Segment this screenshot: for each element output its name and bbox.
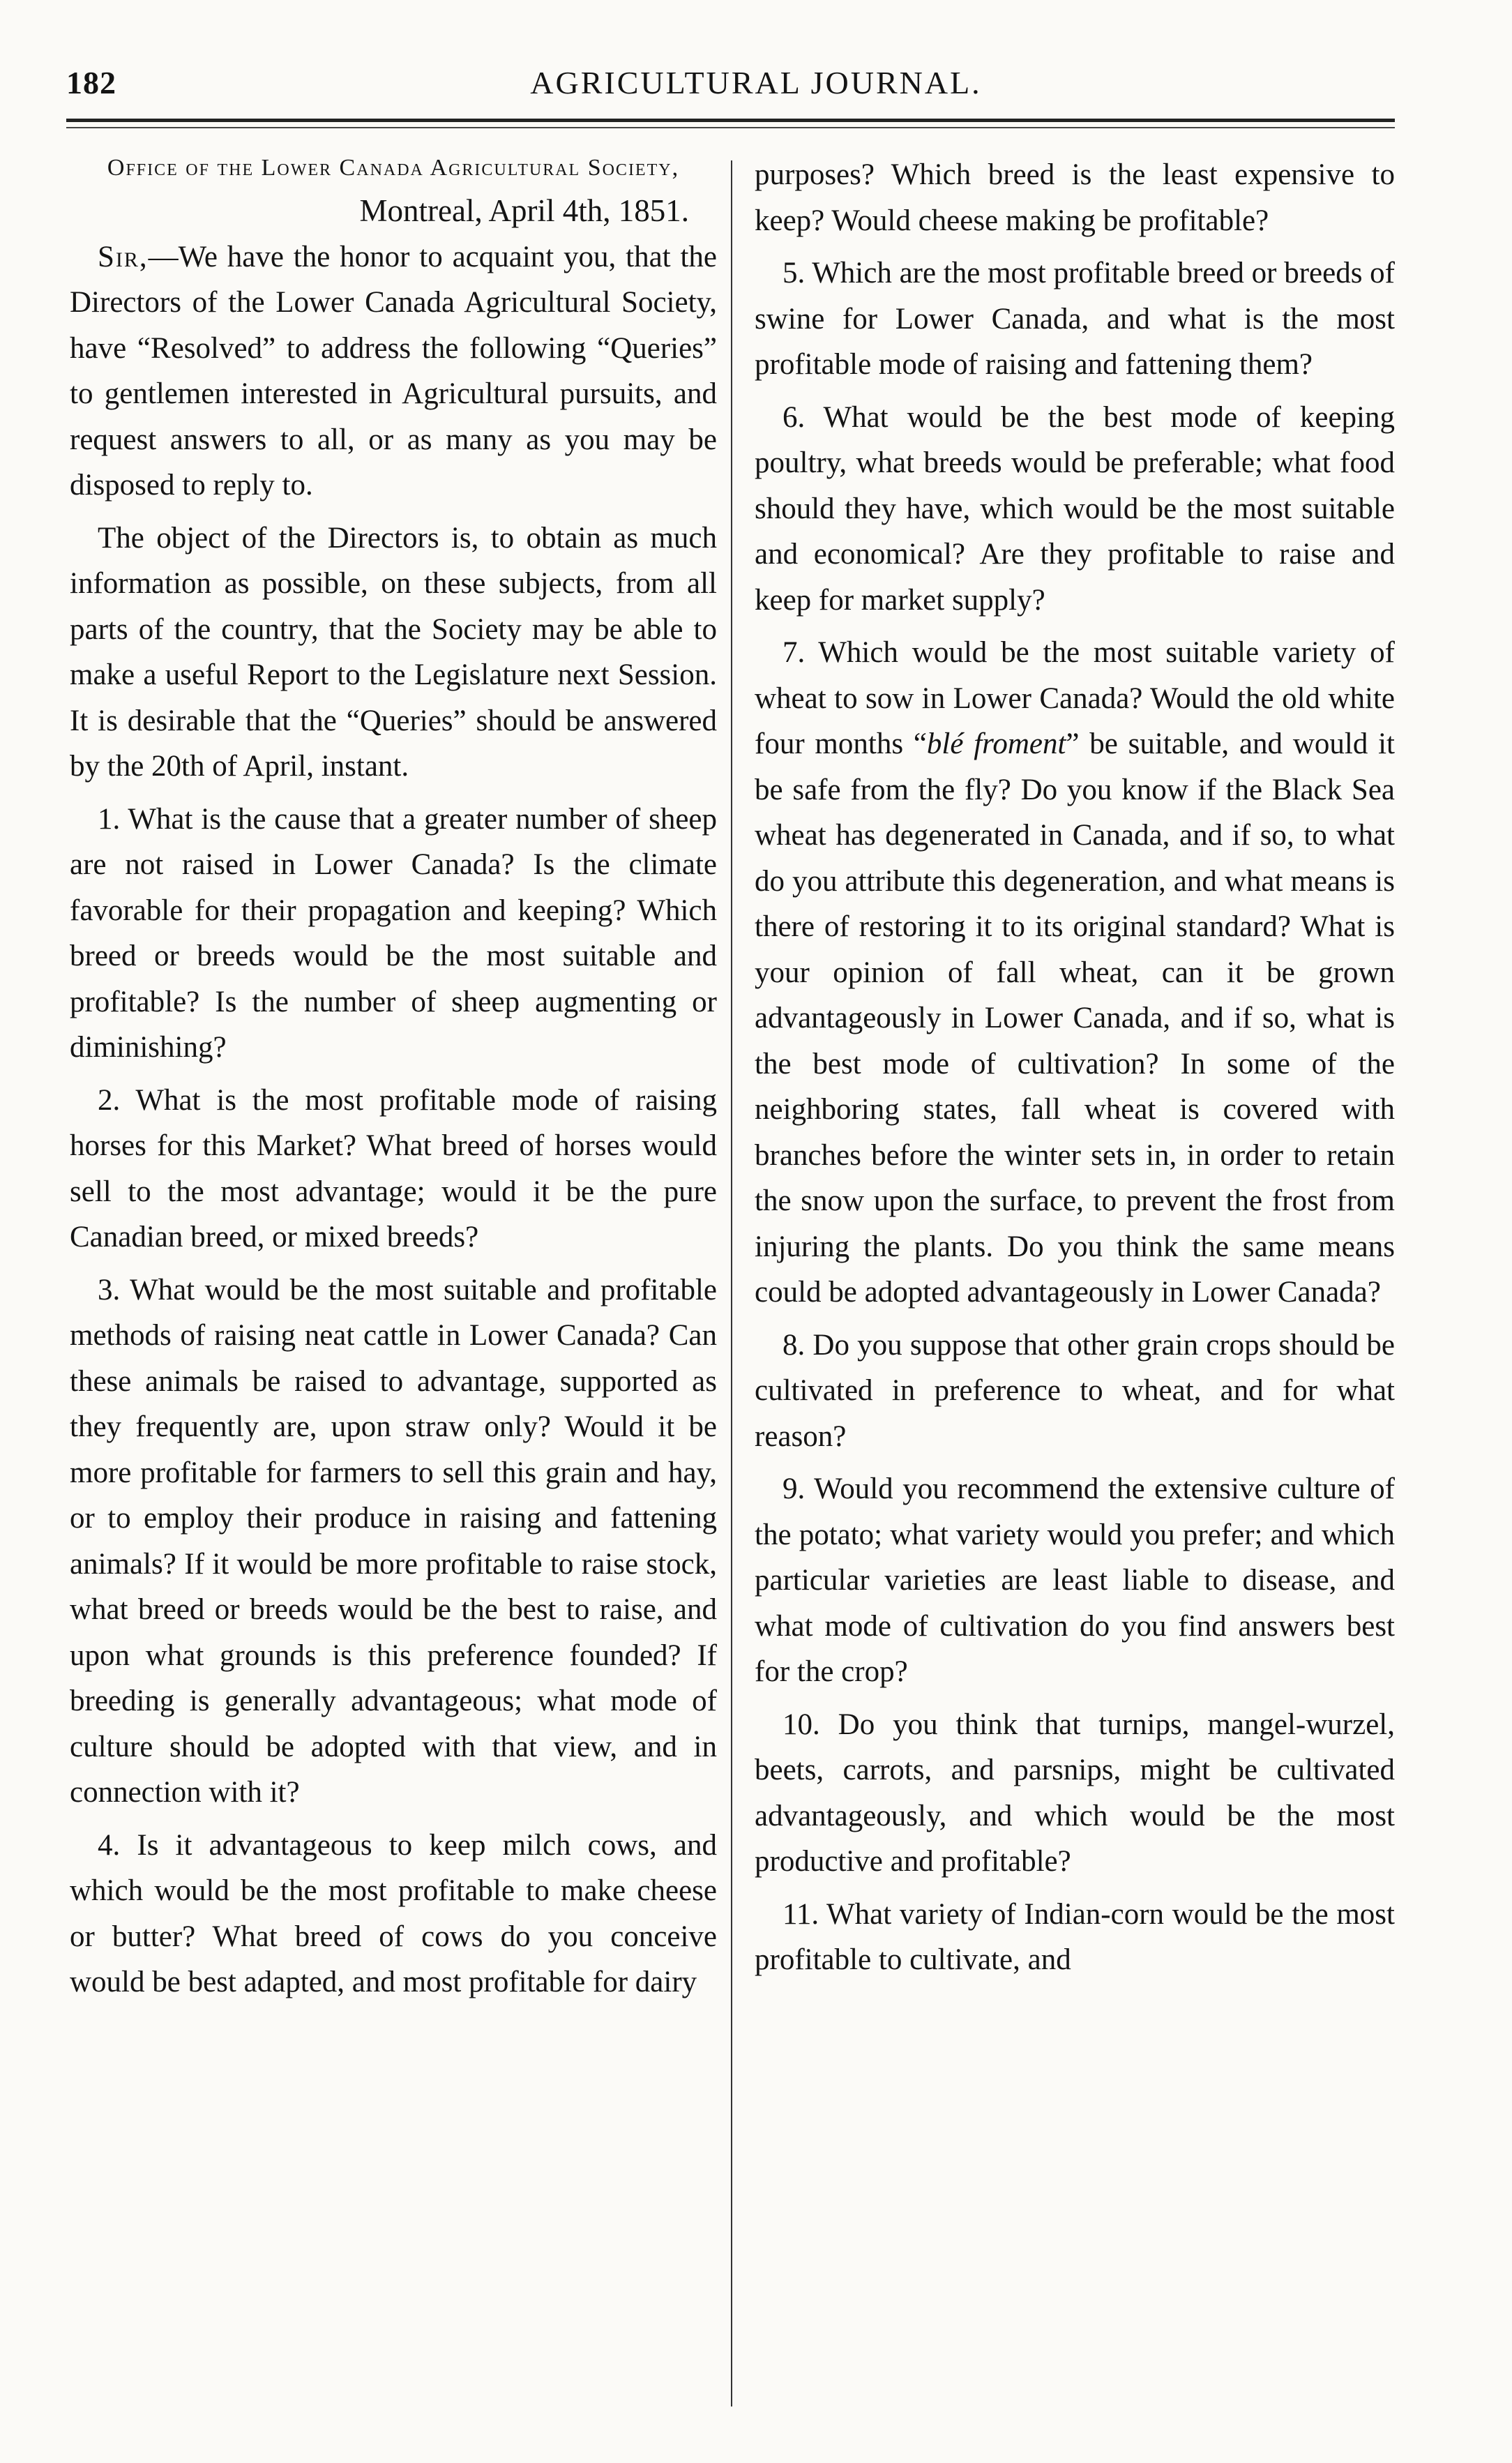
- query-4-continued: purposes? Which breed is the least expensive to keep? Would cheese making be profitable?: [755, 158, 1395, 237]
- header-rule: [66, 119, 1395, 122]
- query-7-text-a: 7. Which would be the most suitable variety of wheat to sow in Lower Canada? Would the old white four months “: [755, 636, 1395, 760]
- query-10: 10. Do you think that turnips, mangel-wurzel, beets, carrots, and parsnips, might be cultivated advantageously, and which would be the most productive and profitable?: [755, 1708, 1395, 1878]
- letter-paragraph: [70, 234, 717, 509]
- header-rule-thin: [66, 127, 1395, 128]
- letter-paragraph-2: The object of the Directors is, to obtain as much information as possible, on these subjects, from all parts of the country, that the Society may be able to make a useful Report to the Legislature next Session. It is desirable that the “Queries” should be answered by the 20th of April, instant.: [70, 521, 717, 783]
- query-6: 6. What would be the best mode of keeping poultry, what breeds would be preferable; what food should they have, which would be the most suitable and economical? Are they profitable to raise and keep for market supply?: [755, 400, 1395, 617]
- letter-paragraph-text: —We have the honor to acquaint you, that the Directors of the Lower Canada Agricultural Society, have “Resolved” to address the following “Queries” to gentlemen interested in Agricultural pursuits, and request answers to all, or as many as you may be disposed to reply to.: [70, 240, 717, 502]
- query-9: 9. Would you recommend the extensive culture of the potato; what variety would you prefer; and which particular varieties are least liable to disease, and what mode of cultivation do you find answers best for the crop?: [755, 1472, 1395, 1688]
- letter-office: Office of the Lower Canada Agricultural Society,: [107, 155, 680, 181]
- letter-salutation: Sir,: [98, 240, 149, 273]
- query-7-italic: blé froment: [926, 728, 1066, 760]
- page-header: [0, 0, 1512, 140]
- query-5: 5. Which are the most profitable breed or breeds of swine for Lower Canada, and what is the most profitable mode of raising and fattening them?: [755, 257, 1395, 381]
- query-7-text-b: ” be suitable, and would it be safe from the fly? Do you know if the Black Sea wheat has degenerated in Canada, and if so, to what do you attribute this degeneration, and what means is there of restoring it to its original standard? What is your opinion of fall wheat, can it be grown advantageously in Lower Canada, and if so, what is the best mode of cultivation? In some of the neighboring states, fall wheat is covered with branches before the winter sets in, in order to retain the snow upon the surface, to prevent the frost from injuring the plants. Do you think the same means could be adopted advantageously in Lower Canada?: [755, 728, 1395, 1309]
- left-column: [70, 152, 717, 2005]
- query-3: 3. What would be the most suitable and profitable methods of raising neat cattle in Lower Canada? Can these animals be raised to advantage, supported as they frequently are, upon straw only? Would it be more profitable for farmers to sell this grain and hay, or to employ their produce in raising and fattening animals? If it would be more profitable to raise stock, what breed or breeds would be the best to raise, and upon what grounds is this preference founded? If breeding is generally advantageous; what mode of culture should be adopted with that view, and in connection with it?: [70, 1273, 717, 1809]
- column-divider: [731, 160, 732, 2406]
- letter-dateline: Montreal, April 4th, 1851.: [359, 193, 689, 228]
- query-1: 1. What is the cause that a greater number of sheep are not raised in Lower Canada? Is the climate favorable for their propagation and keeping? Which breed or breeds would be the most suitable and profitable? Is the number of sheep augmenting or diminishing?: [70, 802, 717, 1064]
- right-column: [755, 152, 1395, 1983]
- query-2: 2. What is the most profitable mode of raising horses for this Market? What breed of horses would sell to the most advantage; would it be the pure Canadian breed, or mixed breeds?: [70, 1083, 717, 1253]
- query-7: [755, 630, 1395, 1316]
- page-number: 182: [66, 65, 116, 100]
- running-title: AGRICULTURAL JOURNAL.: [530, 65, 982, 100]
- query-4: 4. Is it advantageous to keep milch cows, and which would be the most profitable to make cheese or butter? What breed of cows do you conceive would be best adapted, and most profitable for dairy: [70, 1828, 717, 1998]
- query-8: 8. Do you suppose that other grain crops should be cultivated in preference to wheat, and for what reason?: [755, 1328, 1395, 1453]
- query-11: 11. What variety of Indian-corn would be the most profitable to cultivate, and: [755, 1897, 1395, 1976]
